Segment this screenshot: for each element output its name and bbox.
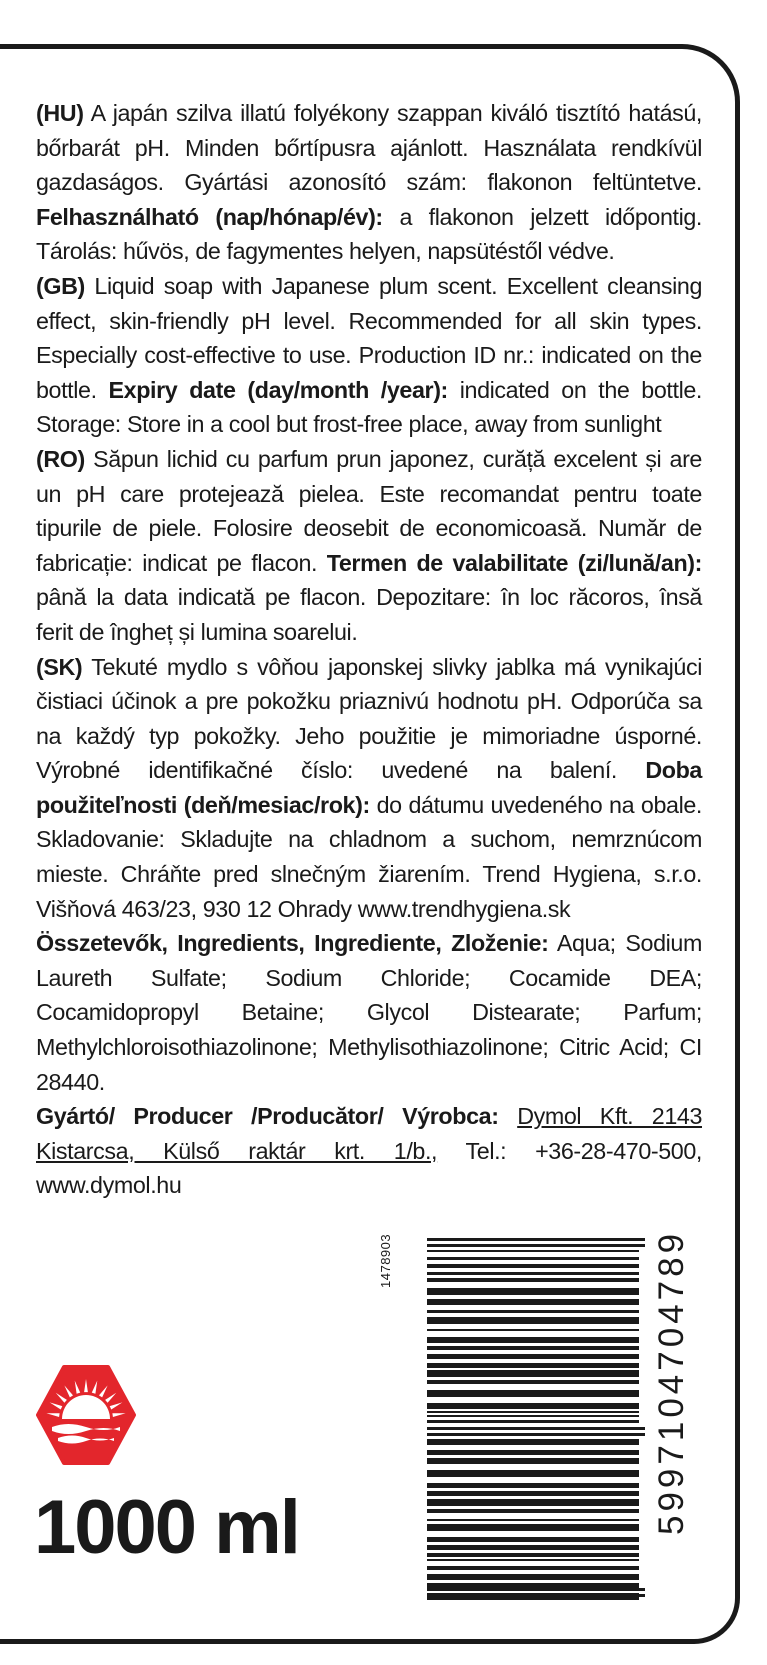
barcode-bar — [427, 1458, 639, 1464]
barcode-bar — [427, 1483, 639, 1488]
label-text — [36, 96, 702, 1203]
barcode-bar — [427, 1370, 639, 1377]
ingredients-list: Aqua; Sodium Laureth Sulfate; Sodium Chloride; Cocamide DEA; Cocamidopropyl Betaine; Glycol Distearate; Parfum; Methylchloroisothiazolinone; Methylisothiazolinone; Citric Acid; CI 28440. — [36, 930, 702, 1095]
barcode-bar — [427, 1257, 639, 1260]
barcode-bar — [427, 1238, 645, 1241]
producer-address: Dymol Kft. 2143 Kistarcsa, Külső raktár krt. 1/b., — [36, 1103, 702, 1164]
barcode-bar — [427, 1545, 639, 1550]
sk-text-2: do dátumu uvedeného na obale. Skladovanie: Skladujte na chladnom a suchom, nemrznúcom mieste. Chráňte pred slnečným žiarením. Trend Hygiena, s.r.o. Višňová 463/23, 930 12 Ohrady www.trendhygiena.sk — [36, 791, 702, 922]
barcode-bar — [427, 1420, 639, 1423]
section-ro — [36, 442, 702, 650]
barcode-bar — [427, 1244, 645, 1247]
barcode-bar — [427, 1415, 639, 1417]
barcode-bar — [427, 1310, 639, 1313]
barcode-bar — [427, 1411, 639, 1413]
section-hu — [36, 96, 702, 269]
barcode-bar — [427, 1509, 639, 1513]
barcode-bar — [427, 1588, 645, 1591]
volume-label: 1000 ml — [34, 1485, 299, 1570]
barcode-bar — [427, 1288, 639, 1295]
barcode-number: 5997104704789 — [652, 1230, 691, 1536]
barcode-bar — [427, 1439, 639, 1445]
section-ingredients — [36, 926, 702, 1099]
barcode-bar — [427, 1499, 639, 1506]
barcode-bar — [427, 1363, 639, 1368]
barcode-bar — [427, 1470, 639, 1477]
barcode-bar — [427, 1278, 639, 1282]
barcode-bar — [427, 1553, 639, 1557]
barcode-bar — [427, 1583, 639, 1588]
barcode-bar — [427, 1524, 639, 1531]
ro-text-2: până la data indicată pe flacon. Depozitare: în loc răcoros, însă ferit de îngheț și lumina soarelui. — [36, 584, 702, 645]
barcode-bar — [427, 1250, 639, 1252]
hu-expiry-label: Felhasználható (nap/hónap/év): — [36, 203, 383, 230]
barcode-bar — [427, 1390, 639, 1397]
barcode-bar — [427, 1594, 645, 1597]
barcode-bar — [427, 1519, 639, 1521]
ro-tag: (RO) — [36, 445, 85, 472]
producer-label: Gyártó/ Producer /Producător/ Výrobca: — [36, 1103, 499, 1130]
gb-tag: (GB) — [36, 272, 85, 299]
barcode-bar — [427, 1566, 639, 1570]
sk-text-1: Tekuté mydlo s vôňou japonskej slivky jablka má vynikajúci čistiaci účinok a pre pokožku priaznivú hodnotu pH. Odporúča sa na každý typ pokožky. Jeho použitie je mimoriadne úsporné. Výrobné identifikačné číslo: uvedené na balení. — [36, 653, 702, 784]
barcode-bar — [427, 1380, 639, 1384]
section-gb — [36, 269, 702, 442]
gb-text-2: indicated on the bottle. Storage: Store in a cool but frost-free place, away from sunlight — [36, 376, 702, 438]
barcode-bar — [427, 1317, 639, 1324]
barcode-bar — [427, 1427, 645, 1430]
producer-contact: Tel.: +36-28-470-500, www.dymol.hu — [36, 1137, 702, 1199]
sk-tag: (SK) — [36, 653, 83, 680]
ro-expiry-label: Termen de valabilitate (zi/lună/an): — [326, 549, 702, 576]
barcode-bar — [427, 1346, 639, 1350]
product-code: 1478903 — [378, 1233, 393, 1289]
barcode-bar — [427, 1537, 639, 1542]
barcode-bar — [427, 1354, 639, 1359]
sk-expiry-label: Doba použiteľnosti (deň/mesiac/rok): — [36, 757, 702, 818]
hu-text-2: a flakonon jelzett időpontig. Tárolás: hűvös, de fagymentes helyen, napsütéstől védve. — [36, 203, 702, 265]
gb-text-1: Liquid soap with Japanese plum scent. Excellent cleansing effect, skin-friendly pH level. Recommended for all skin types. Especially cost-effective to use. Production ID nr.: indicated on the bottle. — [36, 272, 702, 403]
barcode — [427, 1238, 675, 1600]
barcode-bar — [427, 1433, 645, 1436]
section-sk — [36, 650, 702, 927]
barcode-bar — [427, 1559, 639, 1561]
barcode-bar — [427, 1403, 639, 1409]
hu-tag: (HU) — [36, 100, 84, 126]
barcode-bar — [427, 1329, 639, 1331]
barcode-bar — [427, 1450, 639, 1455]
barcode-bar — [427, 1337, 639, 1343]
barcode-bar — [427, 1299, 639, 1305]
hu-text-1: A japán szilva illatú folyékony szappan kiváló tisztító hatású, bőrbarát pH. Minden bőrtípusra ajánlott. Használata rendkívül gazdaságos. Gyártási azonosító szám: flakonon feltüntetve. — [36, 100, 702, 196]
sun-sea-hexagon-icon — [34, 1363, 138, 1467]
barcode-bars — [427, 1238, 645, 1600]
barcode-bar — [427, 1574, 639, 1580]
ro-text-1: Săpun lichid cu parfum prun japonez, curăță excelent și are un pH care protejează pielea. Este recomandat pentru toate tipurile de piele. Folosire deosebit de economicoasă. Număr de fabricație: indicat pe flacon. — [36, 445, 702, 576]
barcode-bar — [427, 1264, 639, 1268]
gb-expiry-label: Expiry date (day/month /year): — [108, 376, 448, 403]
ingredients-label: Összetevők, Ingredients, Ingrediente, Zloženie: — [36, 930, 549, 957]
barcode-bar — [427, 1491, 639, 1496]
barcode-bar — [427, 1272, 639, 1275]
section-producer — [36, 1099, 702, 1203]
